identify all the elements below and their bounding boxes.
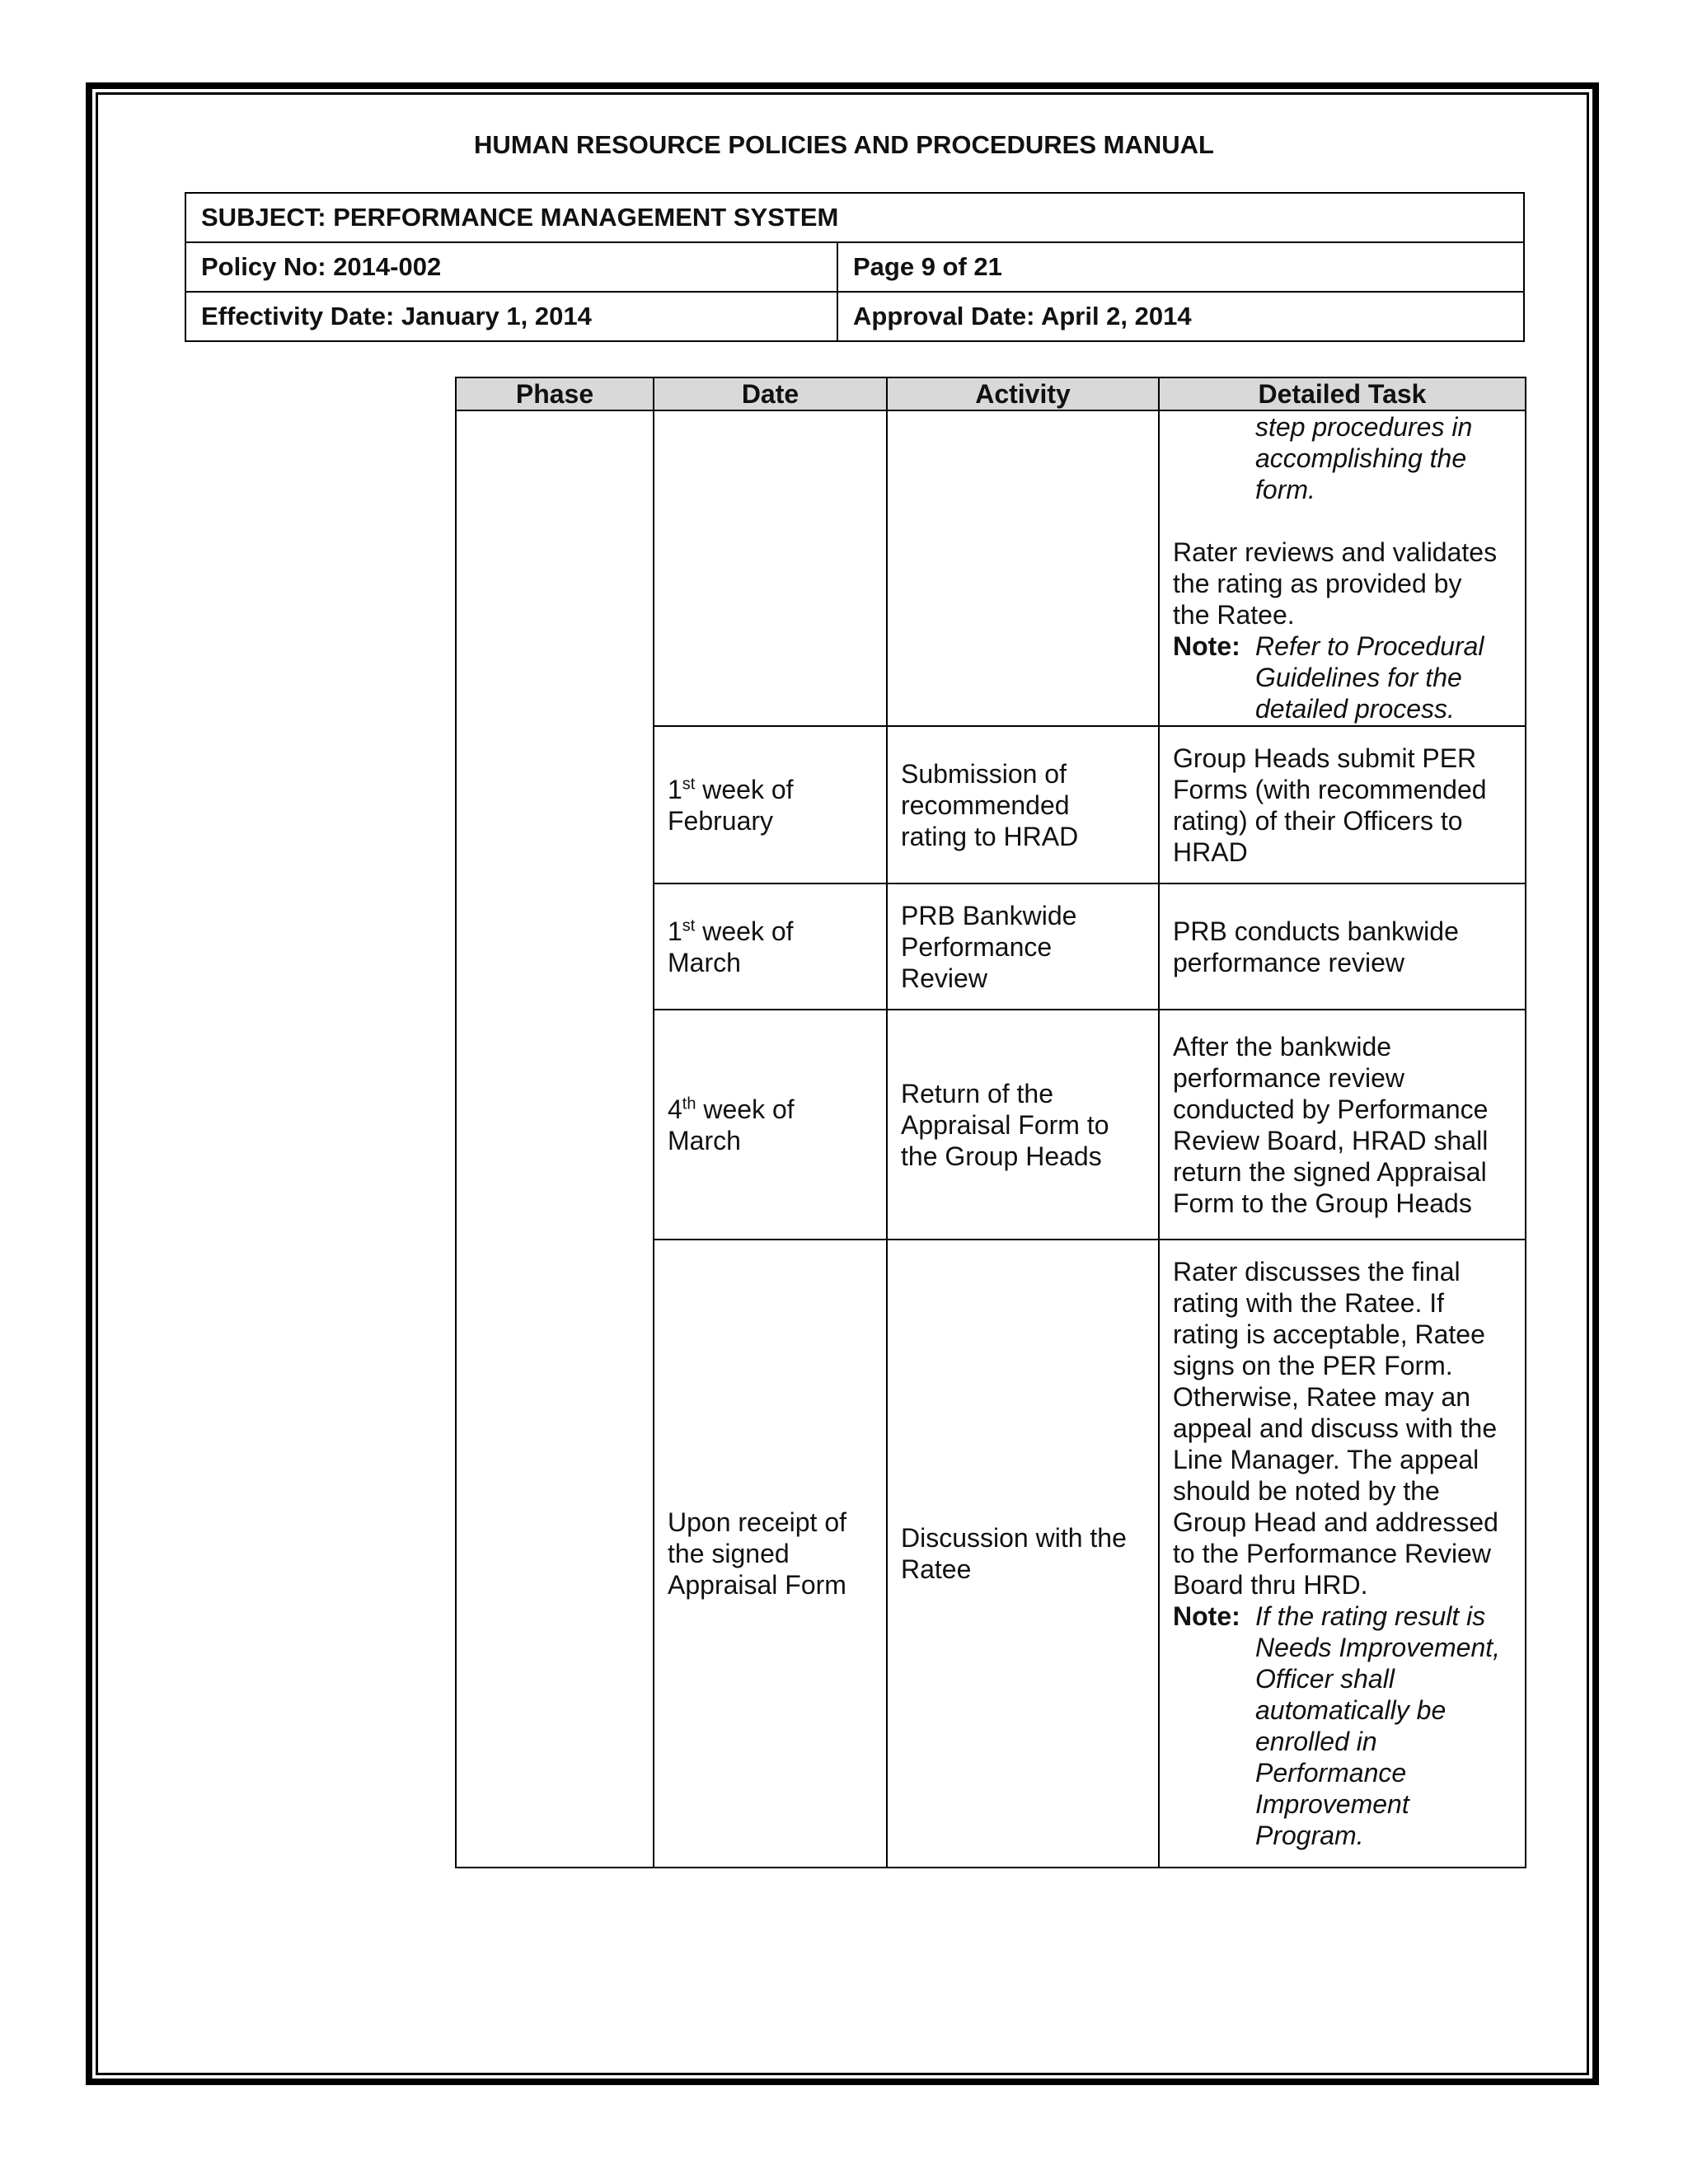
note-line: Guidelines for the <box>1255 663 1462 692</box>
activity-cell: Submission of recommended rating to HRAD <box>887 726 1159 883</box>
task-line: accomplishing the <box>1255 443 1467 473</box>
activity-cell: Discussion with the Ratee <box>887 1240 1159 1868</box>
effectivity-date-cell: Effectivity Date: January 1, 2014 <box>185 292 837 341</box>
table-row <box>456 410 1526 726</box>
note-label: Note: <box>1173 631 1240 661</box>
column-header-phase: Phase <box>456 377 654 410</box>
policy-number-cell: Policy No: 2014-002 <box>185 242 837 292</box>
task-cell: Group Heads submit PER Forms (with recommended rating) of their Officers to HRAD <box>1159 726 1526 883</box>
date-cell: Upon receipt of the signed Appraisal Form <box>654 1240 887 1868</box>
column-header-date: Date <box>654 377 887 410</box>
activity-cell: PRB Bankwide Performance Review <box>887 883 1159 1010</box>
date-cell: 1st week of March <box>654 883 887 1010</box>
task-cell: Rater discusses the final rating with the Ratee. If rating is acceptable, Ratee signs on the PER Form. Otherwise, Ratee may an appeal and discuss with the Line Manager. The appeal should be noted by the Group Head and addressed to the Performance Review Board thru HRD. Note: If the rating result is Needs Improvement, Officer shall automatically be enrolled in Performance Improvement Program. <box>1159 1240 1526 1868</box>
manual-title: HUMAN RESOURCE POLICIES AND PROCEDURES MANUAL <box>474 130 1214 159</box>
task-cell: PRB conducts bankwide performance review <box>1159 883 1526 1010</box>
column-header-detailed-task: Detailed Task <box>1159 377 1526 410</box>
date-cell: 4th week of March <box>654 1010 887 1240</box>
date-cell: 1st week of February <box>654 726 887 883</box>
note-line: Refer to Procedural <box>1255 631 1484 661</box>
note-label: Note: <box>1173 1601 1240 1631</box>
note-line: detailed process. <box>1255 694 1455 724</box>
subject-cell: SUBJECT: PERFORMANCE MANAGEMENT SYSTEM <box>185 193 1524 242</box>
schedule-table <box>455 377 1526 1868</box>
task-line: form. <box>1255 475 1315 504</box>
task-line: the rating as provided by <box>1173 569 1462 598</box>
phase-cell <box>456 410 654 1868</box>
table-header-row <box>456 377 1526 410</box>
task-cell <box>1159 410 1526 726</box>
task-line: Rater reviews and validates <box>1173 537 1498 567</box>
task-line: step procedures in <box>1255 412 1473 442</box>
approval-date-cell: Approval Date: April 2, 2014 <box>837 292 1524 341</box>
activity-cell <box>887 410 1159 726</box>
column-header-activity: Activity <box>887 377 1159 410</box>
policy-header-table <box>185 192 1525 342</box>
activity-cell: Return of the Appraisal Form to the Group Heads <box>887 1010 1159 1240</box>
date-cell <box>654 410 887 726</box>
page-number-cell: Page 9 of 21 <box>837 242 1524 292</box>
task-cell: After the bankwide performance review conducted by Performance Review Board, HRAD shall return the signed Appraisal Form to the Group Heads <box>1159 1010 1526 1240</box>
task-line: the Ratee. <box>1173 600 1295 630</box>
